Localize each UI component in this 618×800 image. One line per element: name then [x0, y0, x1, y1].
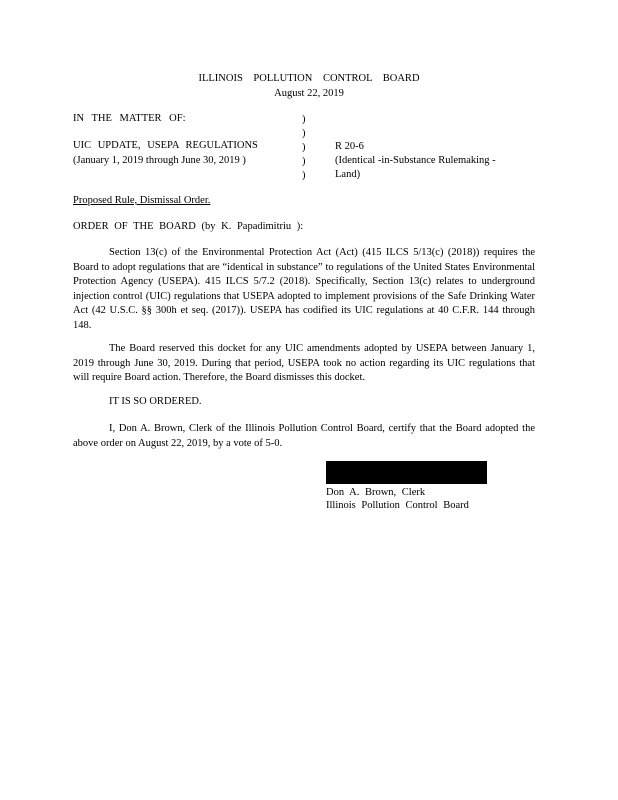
- signatory-org: Illinois Pollution Control Board: [326, 500, 469, 511]
- paragraph-reserved-docket: The Board reserved this docket for any UIC amendments adopted by USEPA between January 1, 2019 through June 30, 2019. During that period, USEPA took no action regarding its UIC regulations that will require Board action. Therefore, the Board dismisses this docket.: [73, 343, 535, 384]
- caption-title-line1: UIC UPDATE, USEPA REGULATIONS: [73, 140, 258, 151]
- redacted-signature: [326, 461, 487, 484]
- board-title: ILLINOIS POLLUTION CONTROL BOARD: [198, 73, 420, 84]
- docket-number: R 20-6: [335, 141, 364, 152]
- docket-type-line2: Land): [335, 169, 361, 180]
- order-by: ORDER OF THE BOARD (by K. Papadimitriu ):: [73, 221, 304, 232]
- matter-heading: IN THE MATTER OF:: [73, 113, 186, 124]
- signatory-name: Don A. Brown, Clerk: [326, 487, 426, 498]
- caption-paren: ): [302, 114, 306, 125]
- order-date: August 22, 2019: [274, 88, 344, 99]
- caption-paren: ): [302, 156, 306, 167]
- caption-paren: ): [302, 170, 306, 181]
- clerk-certification: I, Don A. Brown, Clerk of the Illinois Pollution Control Board, certify that the Board adopted the above order on August 22, 2019, by a vote of 5-0.: [73, 423, 535, 449]
- caption-title-line2: (January 1, 2019 through June 30, 2019 ): [73, 155, 246, 166]
- caption-paren: ): [302, 128, 306, 139]
- caption-paren: ): [302, 142, 306, 153]
- paragraph-section-13c: Section 13(c) of the Environmental Protection Act (Act) (415 ILCS 5/13(c) (2018)) requires the Board to adopt regulations that are “identical in substance” to regulations of the United States Environmental Protection Agency (USEPA). 415 ILCS 5/7.2 (2018). Specifically, Section 13(c) relates to underground injection control (UIC) regulations that USEPA adopted to implement provisions of the Safe Drinking Water Act (42 U.S.C. §§ 300h et seq. (2017)). USEPA has codified its UIC regulations at 40 C.F.R. 144 through 148.: [73, 247, 535, 331]
- order-type: Proposed Rule, Dismissal Order.: [73, 195, 211, 206]
- docket-type-line1: (Identical -in-Substance Rulemaking -: [335, 155, 496, 166]
- so-ordered: IT IS SO ORDERED.: [109, 396, 202, 407]
